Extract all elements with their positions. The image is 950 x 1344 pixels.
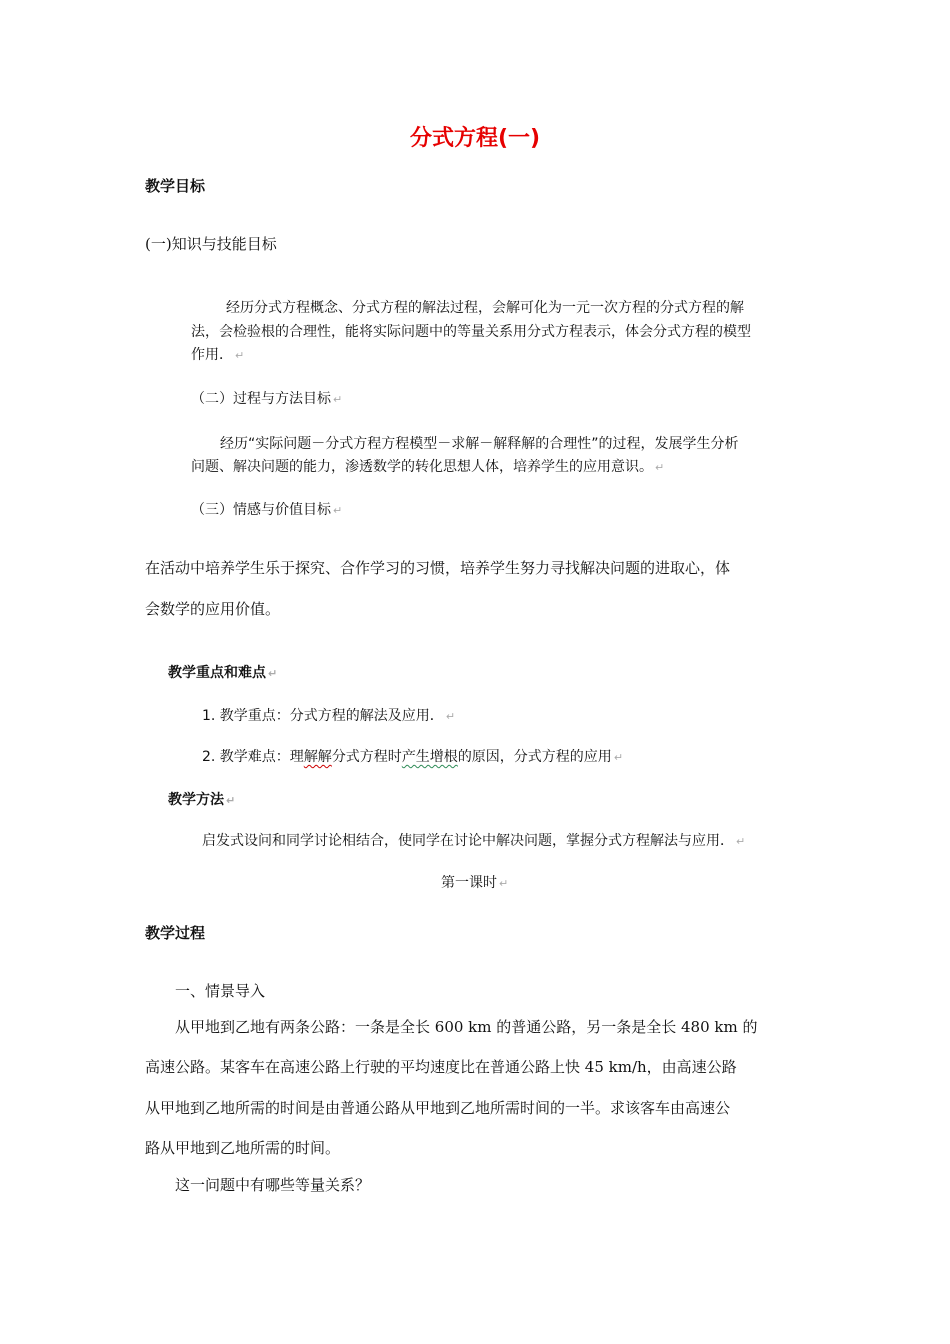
objective-3-heading: （三）情感与价值目标 ↵ — [191, 502, 343, 518]
paragraph-mark: ↵ — [226, 794, 236, 807]
objective-3-line-2: 会数学的应用价值。 — [145, 600, 281, 618]
objective-1-line-3: 作用． ↵ — [191, 347, 245, 363]
problem-line-1: 从甲地到乙地有两条公路：一条是全长 600 km 的普通公路，另一条是全长 480 km 的 — [175, 1018, 758, 1036]
process-subheading: 一、情景导入 — [175, 982, 266, 1000]
paragraph-mark: ↵ — [268, 667, 278, 680]
grammar-underline: 产生增根 — [401, 749, 458, 765]
problem-line-2: 高速公路。某客车在高速公路上行驶的平均速度比在普通公路上快 45 km/h，由高速公路 — [145, 1058, 737, 1076]
key-point-2: 2. 教学难点：理解解分式方程时产生增根的原因，分式方程的应用 ↵ — [202, 749, 624, 765]
objective-2-heading: （二）过程与方法目标 ↵ — [191, 391, 343, 407]
page-title: 分式方程(一) — [409, 126, 541, 151]
problem-line-4: 路从甲地到乙地所需的时间。 — [145, 1139, 341, 1157]
paragraph-mark: ↵ — [445, 710, 456, 723]
objective-1-line-1: 经历分式方程概念、分式方程的解法过程，会解可化为一元一次方程的分式方程的解 — [226, 300, 744, 316]
paragraph-mark: ↵ — [235, 349, 245, 362]
paragraph-mark: ↵ — [736, 835, 746, 848]
key-point-1: 1. 教学重点：分式方程的解法及应用． ↵ — [202, 708, 456, 724]
problem-line-3: 从甲地到乙地所需的时间是由普通公路从甲地到乙地所需时间的一半。求该客车由高速公 — [145, 1099, 731, 1117]
problem-question: 这一问题中有哪些等量关系？ — [175, 1176, 371, 1194]
spellcheck-underline: 解解 — [303, 749, 332, 765]
objective-1-heading: (一)知识与技能目标 — [145, 235, 277, 253]
method-text: 启发式设问和同学讨论相结合，使同学在讨论中解决问题，掌握分式方程解法与应用． ↵ — [202, 833, 746, 849]
paragraph-mark: ↵ — [333, 504, 343, 517]
paragraph-mark: ↵ — [655, 461, 665, 474]
paragraph-mark: ↵ — [499, 877, 509, 890]
objective-1-line-2: 法，会检验根的合理性，能将实际问题中的等量关系用分式方程表示，体会分式方程的模型 — [191, 324, 751, 340]
section-heading-objectives: 教学目标 — [145, 177, 206, 195]
method-heading: 教学方法 ↵ — [168, 792, 236, 808]
key-points-heading: 教学重点和难点 ↵ — [168, 665, 278, 681]
objective-2-line-1: 经历“实际问题－分式方程方程模型－求解－解释解的合理性”的过程，发展学生分析 — [220, 436, 739, 452]
lesson-label: 第一课时 ↵ — [441, 875, 509, 891]
paragraph-mark: ↵ — [613, 751, 624, 764]
objective-2-line-2: 问题、解决问题的能力，渗透数学的转化思想人体，培养学生的应用意识。 ↵ — [191, 459, 665, 475]
objective-3-line-1: 在活动中培养学生乐于探究、合作学习的习惯，培养学生努力寻找解决问题的进取心，体 — [145, 559, 731, 577]
paragraph-mark: ↵ — [333, 393, 343, 406]
process-heading: 教学过程 — [145, 924, 206, 942]
